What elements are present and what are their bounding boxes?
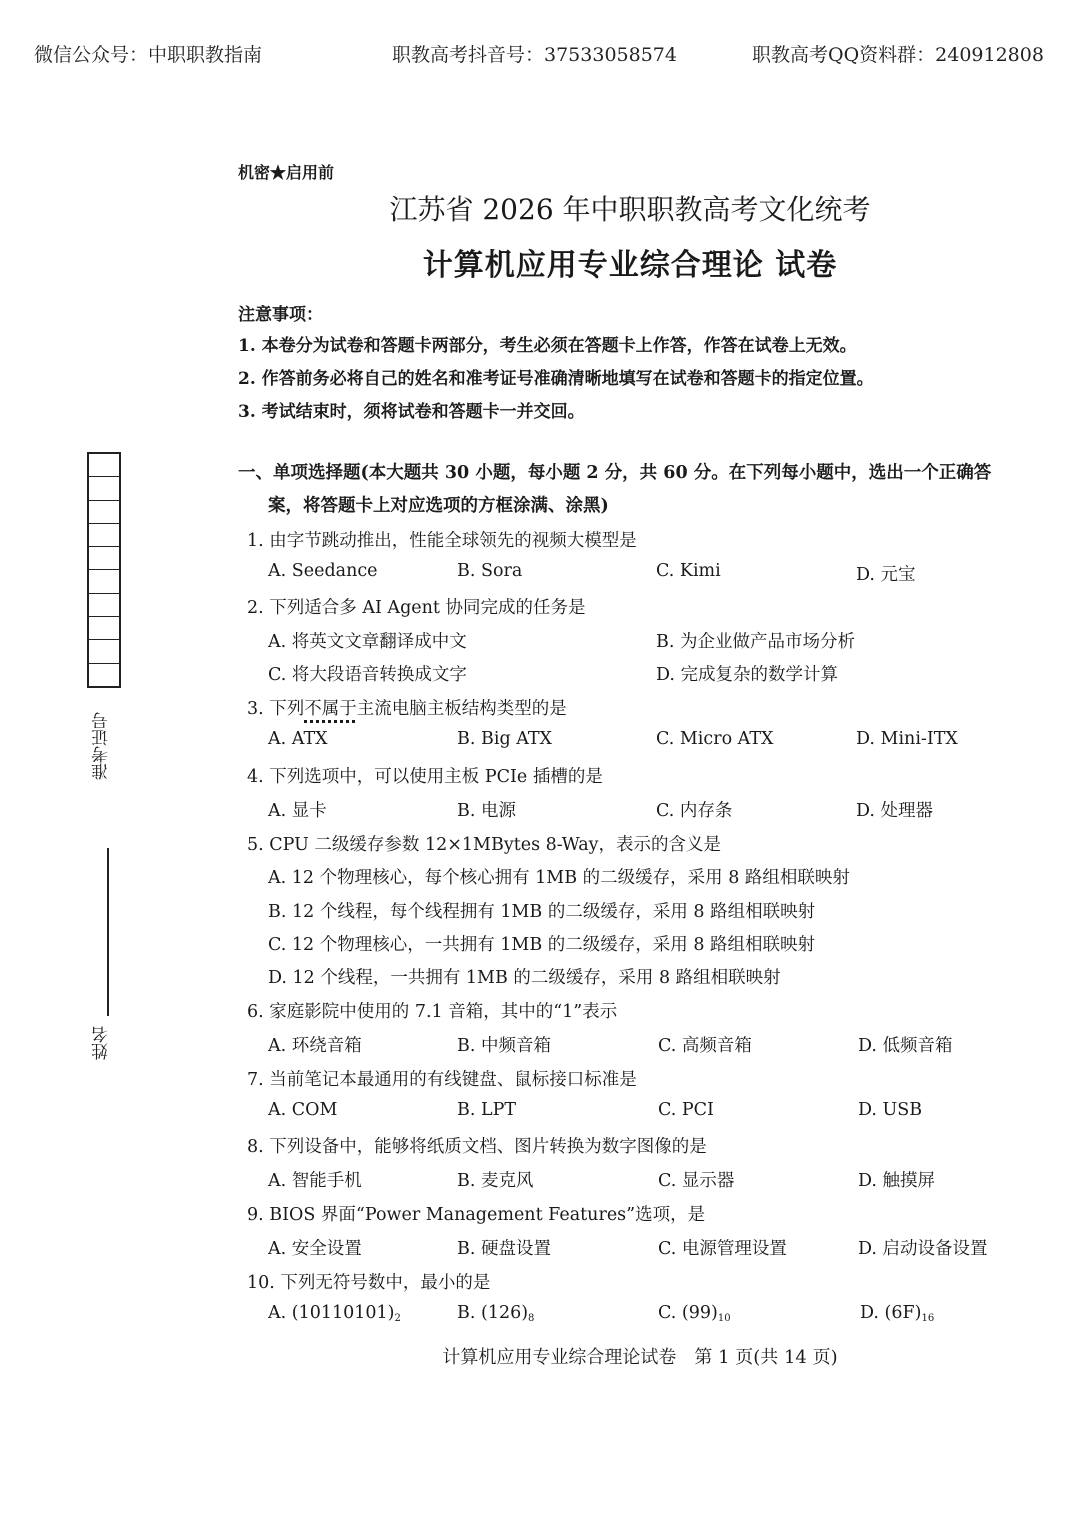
notice-item: 3. 考试结束时，须将试卷和答题卡一并交回。 <box>238 402 585 422</box>
header-wechat: 微信公众号：中职职教指南 <box>34 44 263 66</box>
question-stem: 2. 下列适合多 AI Agent 协同完成的任务是 <box>247 598 586 618</box>
emphasis-text: 不属于 <box>304 699 357 719</box>
question-stem: 7. 当前笔记本最通用的有线键盘、鼠标接口标准是 <box>247 1070 637 1090</box>
option-c: C. 12 个物理核心，一共拥有 1MB 的二级缓存，采用 8 路组相联映射 <box>268 935 816 955</box>
exam-title: 江苏省 2026 年中职职教高考文化统考 <box>389 193 871 226</box>
option-b: B. LPT <box>457 1100 517 1120</box>
option-b: B. 电源 <box>457 801 516 821</box>
option-d: D. USB <box>858 1100 923 1120</box>
option-a: A. 显卡 <box>268 801 327 821</box>
exam-id-box <box>87 452 121 688</box>
page-footer: 计算机应用专业综合理论试卷 第 1 页(共 14 页) <box>442 1347 838 1368</box>
question-stem: 6. 家庭影院中使用的 7.1 音箱，其中的“1”表示 <box>247 1002 618 1022</box>
option-b: B. $(126)_8$ <box>457 1303 535 1324</box>
option-d: D. $(6F)_{16}$ <box>860 1303 935 1324</box>
option-a: A. $(10110101)_2$ <box>268 1303 401 1324</box>
option-b: B. 麦克风 <box>457 1171 534 1191</box>
option-c: C. 内存条 <box>656 801 733 821</box>
notice-item: 1. 本卷分为试卷和答题卡两部分，考生必须在答题卡上作答，作答在试卷上无效。 <box>238 336 857 356</box>
option-c: C. Micro ATX <box>656 729 774 749</box>
question-stem: 3. 下列不属于主流电脑主板结构类型的是 <box>247 699 567 719</box>
option-b: B. 硬盘设置 <box>457 1239 551 1259</box>
option-d: D. Mini-ITX <box>856 729 958 749</box>
option-c: C. 显示器 <box>658 1171 735 1191</box>
question-stem: 5. CPU 二级缓存参数 12×1MBytes 8-Way，表示的含义是 <box>247 835 722 855</box>
name-label: 姓名 <box>92 1026 112 1060</box>
option-c: C. $(99)_{10}$ <box>658 1303 731 1324</box>
name-line <box>107 848 109 1016</box>
header-douyin: 职教高考抖音号：37533058574 <box>392 44 677 66</box>
option-a: A. 环绕音箱 <box>268 1036 362 1056</box>
option-a: A. 12 个物理核心，每个核心拥有 1MB 的二级缓存，采用 8 路组相联映射 <box>268 868 850 888</box>
question-stem: 8. 下列设备中，能够将纸质文档、图片转换为数字图像的是 <box>247 1137 707 1157</box>
option-a: A. 将英文文章翻译成中文 <box>268 632 467 652</box>
option-a: A. 安全设置 <box>268 1239 362 1259</box>
notice-item: 2. 作答前务必将自己的姓名和准考证号准确清晰地填写在试卷和答题卡的指定位置。 <box>238 369 874 389</box>
section-heading-cont: 案，将答题卡上对应选项的方框涂满、涂黑) <box>268 496 609 516</box>
option-d: D. 12 个线程，一共拥有 1MB 的二级缓存，采用 8 路组相联映射 <box>268 968 781 988</box>
option-d: D. 处理器 <box>856 801 934 821</box>
option-a: A. Seedance <box>268 561 378 581</box>
question-stem: 9. BIOS 界面“Power Management Features”选项，是 <box>247 1205 706 1225</box>
confidential-mark: 机密★启用前 <box>238 163 335 182</box>
option-a: A. 智能手机 <box>268 1171 362 1191</box>
option-d: D. 低频音箱 <box>858 1036 953 1056</box>
option-b: B. Sora <box>457 561 523 581</box>
option-c: C. PCI <box>658 1100 714 1120</box>
option-c: C. 高频音箱 <box>658 1036 752 1056</box>
option-d: D. 元宝 <box>856 565 916 585</box>
option-d: D. 启动设备设置 <box>858 1239 988 1259</box>
option-a: A. ATX <box>268 729 328 749</box>
option-c: C. 电源管理设置 <box>658 1239 787 1259</box>
option-b: B. 中频音箱 <box>457 1036 551 1056</box>
question-stem: 1. 由字节跳动推出，性能全球领先的视频大模型是 <box>247 531 637 551</box>
option-b: B. 12 个线程，每个线程拥有 1MB 的二级缓存，采用 8 路组相联映射 <box>268 902 816 922</box>
section-heading: 一、单项选择题(本大题共 30 小题，每小题 2 分，共 60 分。在下列每小题中，选出一个正确答 <box>238 463 992 483</box>
question-stem: 10. 下列无符号数中，最小的是 <box>247 1273 491 1293</box>
notice-title: 注意事项： <box>238 305 323 325</box>
question-stem: 4. 下列选项中，可以使用主板 PCIe 插槽的是 <box>247 767 603 787</box>
option-d: D. 触摸屏 <box>858 1171 936 1191</box>
option-c: C. 将大段语音转换成文字 <box>268 665 467 685</box>
option-d: D. 完成复杂的数学计算 <box>656 665 839 685</box>
option-a: A. COM <box>268 1100 338 1120</box>
option-b: B. 为企业做产品市场分析 <box>656 632 855 652</box>
option-b: B. Big ATX <box>457 729 553 749</box>
option-c: C. Kimi <box>656 561 721 581</box>
paper-title: 计算机应用专业综合理论 试卷 <box>422 248 838 283</box>
exam-id-label: 准考证号 <box>92 712 112 780</box>
header-qq-group: 职教高考QQ资料群：240912808 <box>752 44 1044 66</box>
